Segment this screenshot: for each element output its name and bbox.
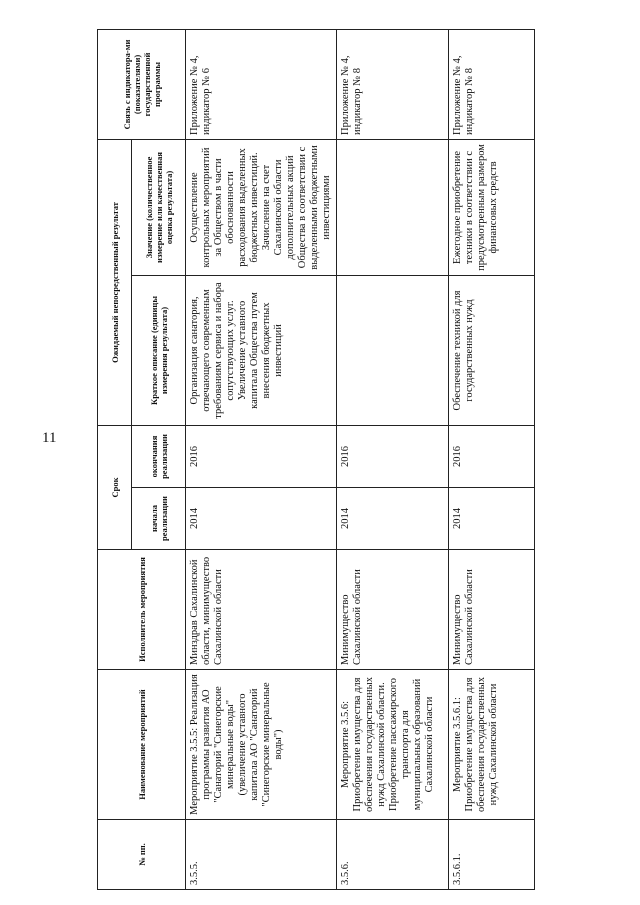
header-executor: Исполнитель мероприятия [98, 550, 186, 670]
row-start: 2014 [337, 488, 449, 550]
row-end: 2016 [186, 425, 337, 487]
table-row [449, 29, 535, 889]
row-value: Ежегодное приобретение техники в соответствии с предусмотренным размером финансовых средств [449, 139, 535, 275]
header-expected-value: Значение (количественное измерение или качественная оценка результата) [132, 139, 186, 275]
header-term-end: окончания реализации [132, 425, 186, 487]
row-start: 2014 [186, 488, 337, 550]
rotated-table-wrapper [97, 30, 533, 890]
row-start: 2014 [449, 488, 535, 550]
row-short: Организация санатория, отвечающего современным требованиям сервиса и набора сопутствующих услуг. Увеличение уставного капитала Общества путем внесения бюджетных инвестиций [186, 275, 337, 425]
header-expected-short: Краткое описание (единицы измерения результата) [132, 275, 186, 425]
row-name: Мероприятие 3.5.6: Приобретение имущества для обеспечения государственных нужд Сахалинской области. Приобретение пассажирского транспорта для муниципальных образований Сахалинской области [337, 670, 449, 820]
measures-table [97, 29, 535, 890]
row-executor: Минимущество Сахалинской области [337, 550, 449, 670]
row-name: Мероприятие 3.5.5: Реализация программы развития АО "Санаторий "Синегорские минеральные воды" (увеличение уставного капитала АО "Санаторий "Синегорские минеральные воды") [186, 670, 337, 820]
row-link: Приложение № 4, индикатор № 8 [337, 29, 449, 139]
header-link: Связь с индикатора-ми (показателями) государственной программы [98, 29, 186, 139]
page-number: 11 [42, 430, 57, 446]
header-name: Наименование мероприятий [98, 670, 186, 820]
header-term-start: начала реализации [132, 488, 186, 550]
row-executor: Минздрав Сахалинской области, минимущество Сахалинской области [186, 550, 337, 670]
header-expected: Ожидаемый непосредственный результат [98, 139, 132, 425]
row-link: Приложение № 4, индикатор № 8 [449, 29, 535, 139]
table-row [186, 29, 337, 889]
row-name: Мероприятие 3.5.6.1: Приобретение имущества для обеспечения государственных нужд Сахалинской области [449, 670, 535, 820]
row-link: Приложение № 4, индикатор № 6 [186, 29, 337, 139]
row-num: 3.5.5. [186, 820, 337, 890]
row-short [337, 275, 449, 425]
row-num: 3.5.6.1. [449, 820, 535, 890]
header-num: № пп. [98, 820, 186, 890]
row-value [337, 139, 449, 275]
row-value: Осуществление контрольных мероприятий за Обществом в части обоснованности расходования выделенных бюджетных инвестиций. Зачисление на счет Сахалинской области дополнительных акций Общества в соответствии с выделенными бюджетными инвестициями [186, 139, 337, 275]
row-short: Обеспечение техникой для государственных нужд [449, 275, 535, 425]
row-end: 2016 [337, 425, 449, 487]
table-row [337, 29, 449, 889]
row-end: 2016 [449, 425, 535, 487]
header-term: Срок [98, 425, 132, 549]
row-num: 3.5.6. [337, 820, 449, 890]
row-executor: Минимущество Сахалинской области [449, 550, 535, 670]
